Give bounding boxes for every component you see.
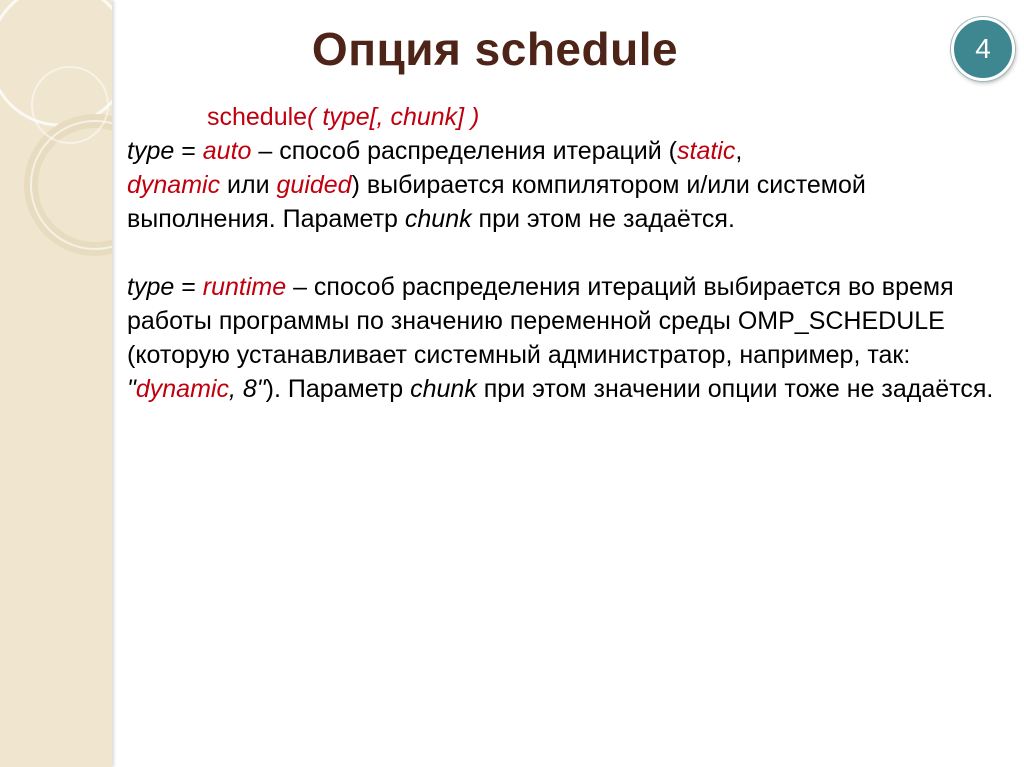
paragraph-spacer <box>127 236 1007 270</box>
text-run: – способ распределения итераций ( <box>251 137 677 165</box>
keyword-dynamic: dynamic <box>127 171 221 199</box>
text-run: при этом значении опции тоже не задаётся. <box>476 375 994 403</box>
keyword-runtime: runtime <box>202 273 287 301</box>
slide-title: Опция schedule <box>311 23 679 75</box>
text-run: = <box>174 137 203 165</box>
text-run: ). Параметр <box>265 375 411 403</box>
keyword-type: type <box>127 273 175 301</box>
keyword-dynamic: dynamic <box>135 375 229 403</box>
text-run: при этом не задаётся. <box>471 205 735 233</box>
slide-body <box>127 100 1007 406</box>
keyword-static: static <box>677 137 736 165</box>
paragraph-auto <box>127 134 1007 236</box>
signature-line <box>127 100 1007 134</box>
text-run: ) выбирается компилятором и/или системой выполнения. Параметр <box>127 171 866 233</box>
text-run: – способ распределения итераций выбирается во время работы программы по значению переменной среды OMP_SCHEDULE (которую устанавливает системный администратор, например, так: <box>127 273 954 369</box>
text-run: " <box>127 375 136 403</box>
paragraph-runtime <box>127 270 1007 406</box>
text-run: , <box>735 137 743 165</box>
signature-func: schedule <box>207 103 308 131</box>
decorative-side-panel <box>0 0 112 767</box>
keyword-chunk: chunk <box>404 205 472 233</box>
text-run: = <box>174 273 203 301</box>
keyword-guided: guided <box>276 171 352 199</box>
keyword-chunk: chunk <box>410 375 477 403</box>
page-number-badge: 4 <box>951 17 1015 81</box>
text-run: или <box>220 171 277 199</box>
text-run: , 8" <box>228 375 266 403</box>
decorative-circles <box>0 0 112 767</box>
signature-args: ( type[, chunk] ) <box>307 103 480 131</box>
keyword-auto: auto <box>202 137 252 165</box>
keyword-type: type <box>127 137 175 165</box>
